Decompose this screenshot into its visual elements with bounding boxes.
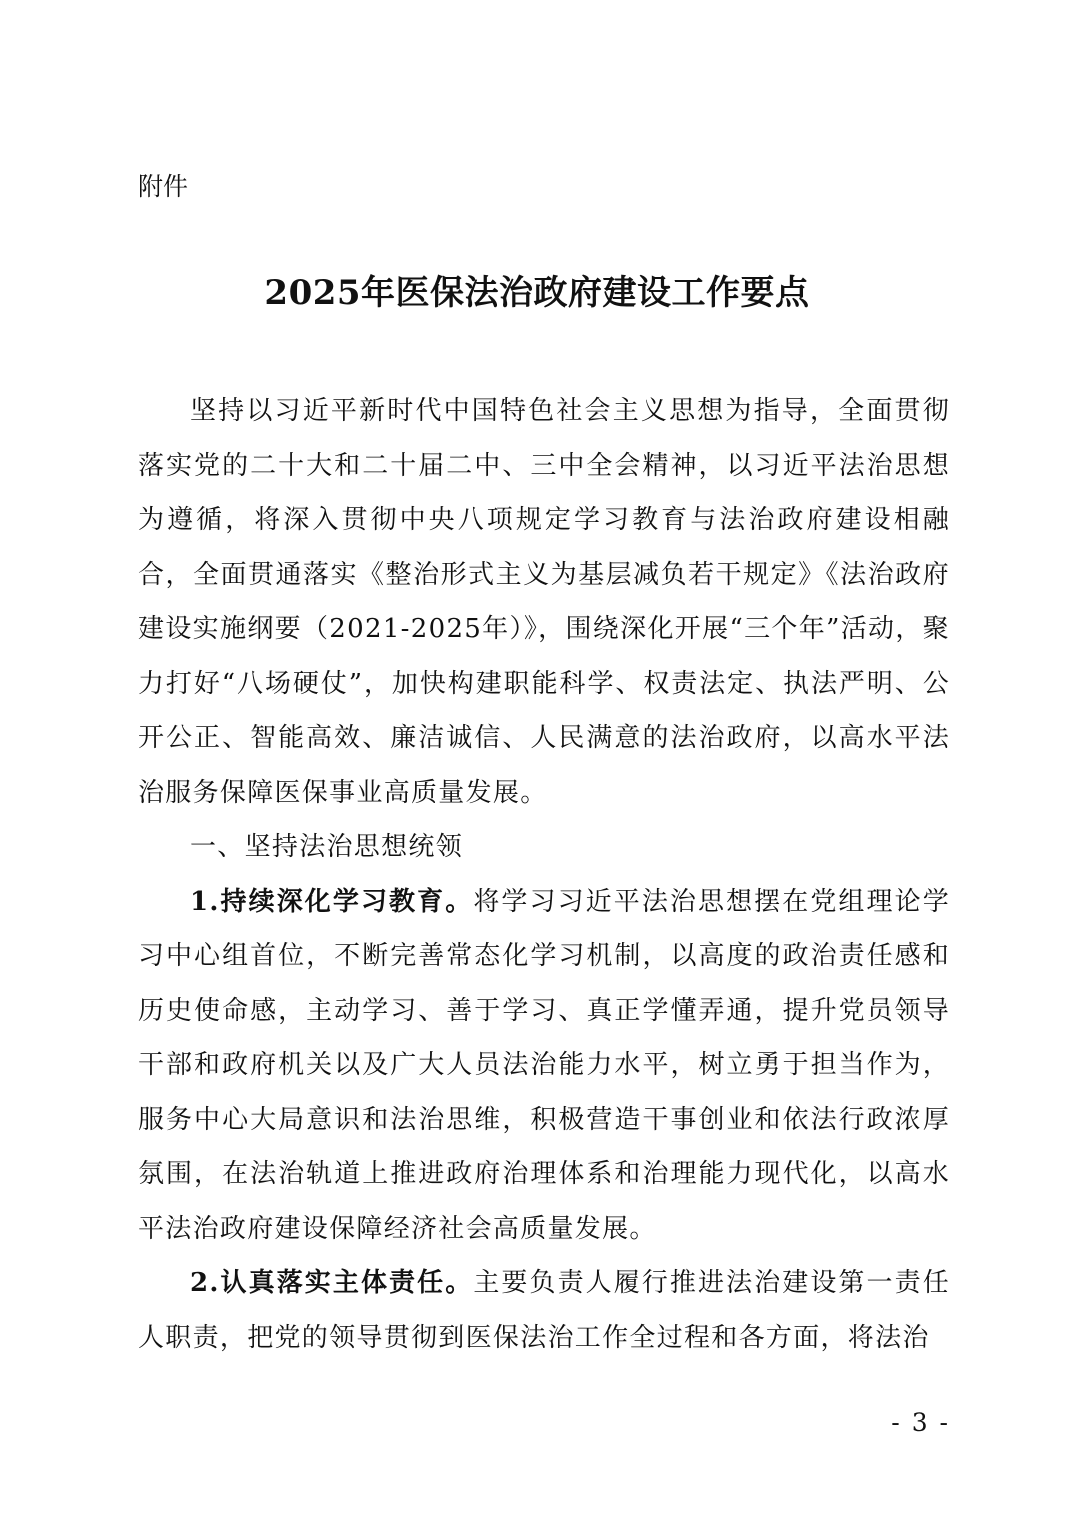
item-paragraph-2 [138, 1256, 950, 1365]
attachment-label: 附件 [138, 172, 189, 201]
item-lead-1: 1.持续深化学习教育。 [190, 886, 474, 917]
document-title: 2025年医保法治政府建设工作要点 [264, 273, 810, 313]
item-text-2: 主要负责人履行推进法治建设第一责任人职责，把党的领导贯彻到医保法治工作全过程和各方面，将法治 [138, 1268, 950, 1353]
item-text-1: 将学习习近平法治思想摆在党组理论学习中心组首位，不断完善常态化学习机制，以高度的政治责任感和历史使命感，主动学习、善于学习、真正学懂弄通，提升党员领导干部和政府机关以及广大人员法治能力水平，树立勇于担当作为，服务中心大局意识和法治思维，积极营造干事创业和依法行政浓厚氛围，在法治轨道上推进政府治理体系和治理能力现代化，以高水平法治政府建设保障经济社会高质量发展。 [138, 886, 950, 1244]
document-body [138, 384, 950, 1365]
item-lead-2: 2.认真落实主体责任。 [190, 1268, 474, 1298]
item-paragraph-1 [138, 875, 950, 1257]
section-heading: 一、坚持法治思想统领 [190, 832, 464, 862]
intro-paragraph: 坚持以习近平新时代中国特色社会主义思想为指导，全面贯彻落实党的二十大和二十届二中、三中全会精神，以习近平法治思想为遵循，将深入贯彻中央八项规定学习教育与法治政府建设相融合，全面贯通落实《整治形式主义为基层减负若干规定》《法治政府建设实施纲要（2021-2025年）》，围绕深化开展“三个年”活动，聚力打好“八场硬仗”，加快构建职能科学、权责法定、执法严明、公开公正、智能高效、廉洁诚信、人民满意的法治政府，以高水平法治服务保障医保事业高质量发展。 [138, 396, 950, 808]
page-number: - 3 - [891, 1408, 950, 1437]
